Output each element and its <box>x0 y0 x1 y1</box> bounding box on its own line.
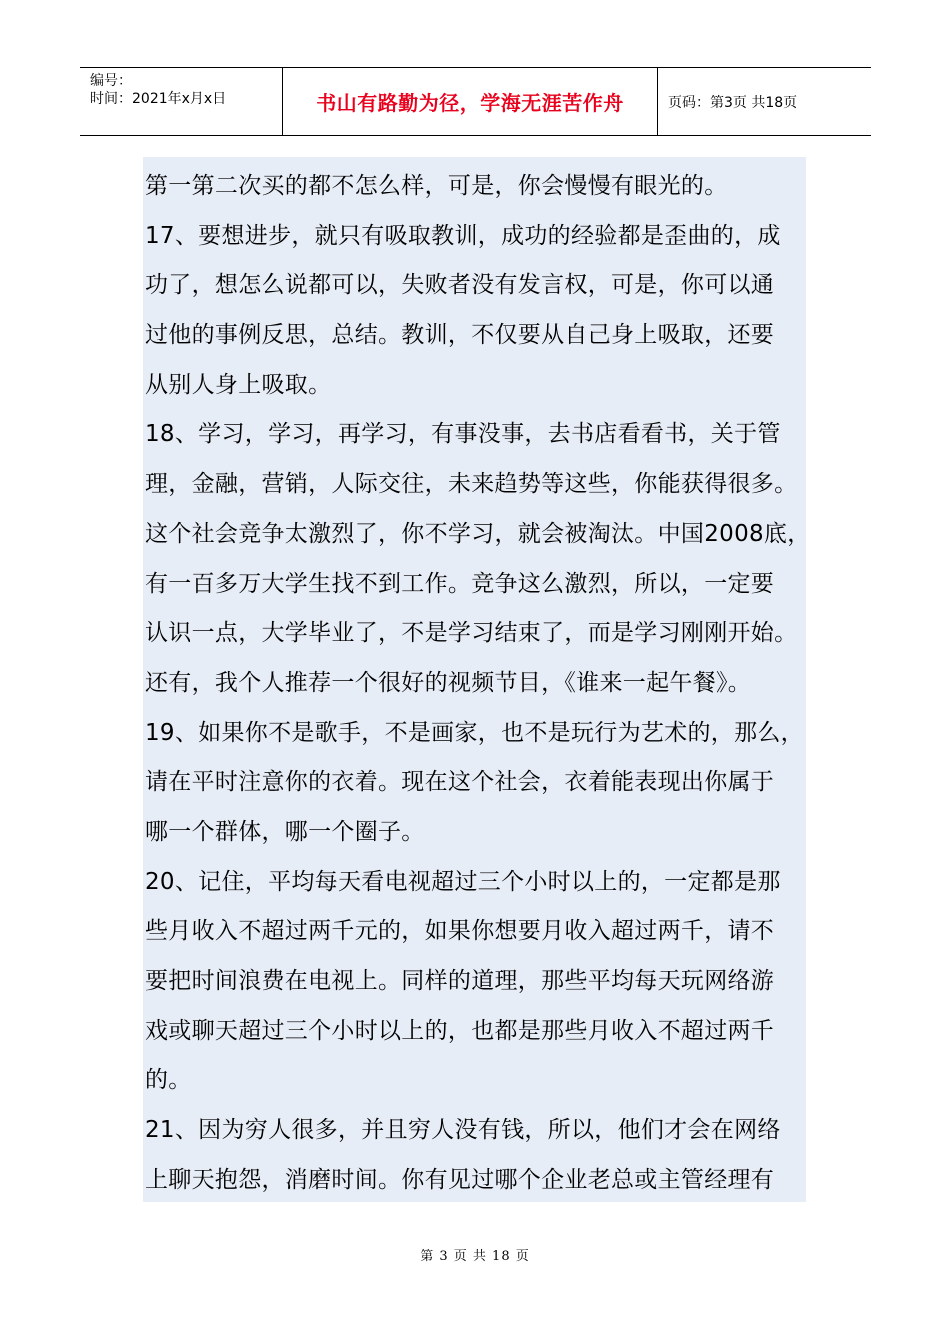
text-line: 理，金融，营销，人际交往，未来趋势等这些，你能获得很多。 <box>145 471 798 498</box>
header-motto-cell <box>283 68 658 135</box>
text-line: 有一百多万大学生找不到工作。竞争这么激烈，所以，一定要 <box>145 570 775 597</box>
text-line: 请在平时注意你的衣着。现在这个社会，衣着能表现出你属于 <box>145 769 775 796</box>
text-line: 哪一个群体，哪一个圈子。 <box>145 818 425 845</box>
header-page-cell <box>658 68 871 135</box>
text-line: 功了，想怎么说都可以，失败者没有发言权，可是，你可以通 <box>145 272 775 299</box>
text-line: 认识一点，大学毕业了，不是学习结束了，而是学习刚刚开始。 <box>145 620 798 647</box>
text-line: 这个社会竞争太激烈了，你不学习，就会被淘汰。中国2008底， <box>145 520 811 547</box>
document-header <box>80 67 871 136</box>
text-line: 20、记住，平均每天看电视超过三个小时以上的，一定都是那 <box>145 868 781 895</box>
text-line: 的。 <box>145 1067 192 1094</box>
text-line: 上聊天抱怨，消磨时间。你有见过哪个企业老总或主管经理有 <box>145 1166 775 1193</box>
header-meta-cell <box>80 68 283 135</box>
serial-number-label: 编号： <box>90 73 132 89</box>
text-line: 些月收入不超过两千元的，如果你想要月收入超过两千，请不 <box>145 918 775 945</box>
body-text <box>145 162 825 1205</box>
text-line: 戏或聊天超过三个小时以上的，也都是那些月收入不超过两千 <box>145 1017 775 1044</box>
text-line: 第一第二次买的都不怎么样，可是，你会慢慢有眼光的。 <box>145 173 728 199</box>
text-line: 17、要想进步，就只有吸取教训，成功的经验都是歪曲的，成 <box>145 222 781 249</box>
text-line: 21、因为穷人很多，并且穷人没有钱，所以，他们才会在网络 <box>145 1117 781 1144</box>
page-footer: 第 3 页 共 18 页 <box>420 1249 530 1264</box>
text-line: 过他的事例反思，总结。教训，不仅要从自己身上吸取，还要 <box>145 322 775 349</box>
text-line: 还有，我个人推荐一个很好的视频节目，《谁来一起午餐》。 <box>145 669 752 696</box>
date-label: 时间：2021年x月x日 <box>90 91 227 107</box>
text-line: 19、如果你不是歌手，不是画家，也不是玩行为艺术的，那么， <box>145 719 804 746</box>
text-line: 要把时间浪费在电视上。同样的道理，那些平均每天玩网络游 <box>145 968 775 994</box>
motto-text: 书山有路勤为径，学海无涯苦作舟 <box>316 91 624 115</box>
text-line: 18、学习，学习，再学习，有事没事，去书店看看书，关于管 <box>145 421 781 448</box>
text-line: 从别人身上吸取。 <box>145 371 332 398</box>
page-info: 页码：第3页 共18页 <box>668 94 798 111</box>
